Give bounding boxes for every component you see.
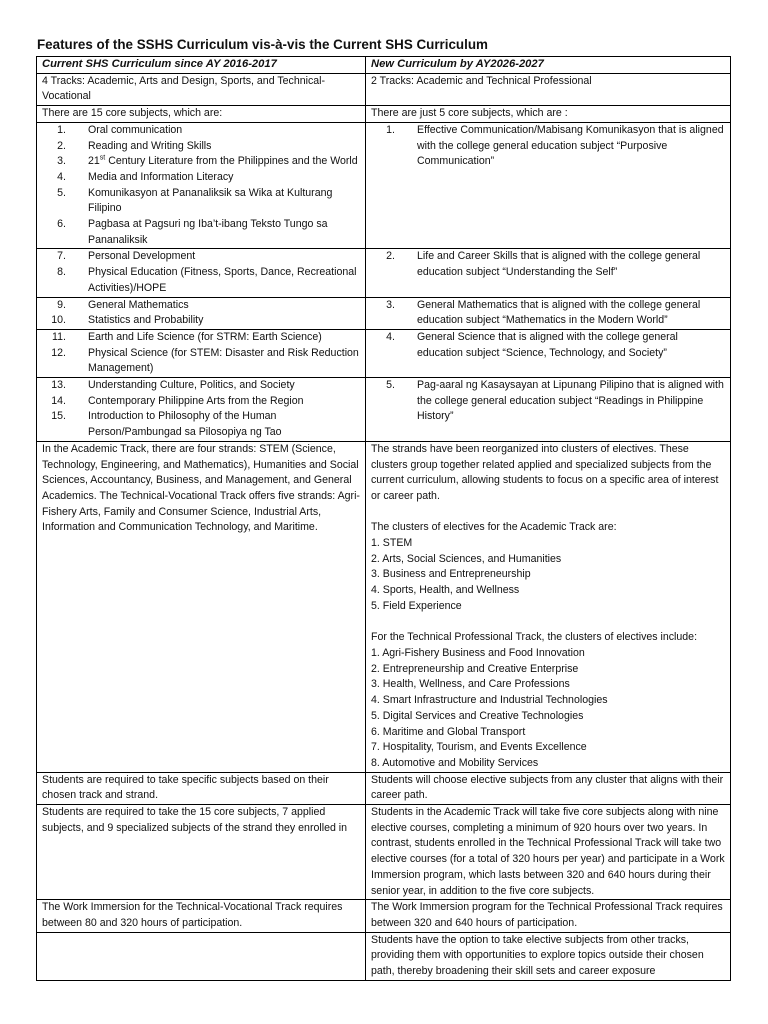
list-item-text: Komunikasyon at Pananaliksik sa Wika at Kulturang Filipino bbox=[88, 186, 333, 215]
cell-core-intro-new: There are just 5 core subjects, which are : bbox=[366, 106, 731, 123]
list-item bbox=[371, 330, 726, 361]
list-item-number: 8. bbox=[57, 266, 66, 279]
list-item-number: 3. bbox=[57, 155, 66, 168]
numbered-list bbox=[371, 123, 726, 170]
cell-cross-track-current bbox=[37, 932, 366, 980]
cell-core-group3-current bbox=[37, 297, 366, 329]
list-item bbox=[371, 249, 726, 280]
cluster-item: 2. Arts, Social Sciences, and Humanities bbox=[371, 552, 562, 565]
list-item-text bbox=[88, 154, 361, 170]
list-item-number: 11. bbox=[52, 330, 66, 343]
cluster-item: 4. Smart Infrastructure and Industrial Technologies bbox=[371, 694, 608, 707]
list-item-number: 2. bbox=[386, 250, 395, 263]
numbered-list bbox=[42, 249, 361, 296]
cell-immersion-new: The Work Immersion program for the Technical Professional Track requires between 320 and 640 hours of participation. bbox=[366, 900, 731, 932]
cluster-item: 6. Maritime and Global Transport bbox=[371, 725, 526, 738]
cluster-item: 3. Business and Entrepreneurship bbox=[371, 568, 531, 581]
cell-tracks-new: 2 Tracks: Academic and Technical Professional bbox=[366, 73, 731, 105]
cluster-item: 5. Digital Services and Creative Technologies bbox=[371, 709, 584, 722]
list-item bbox=[42, 378, 361, 394]
table-row bbox=[37, 329, 731, 377]
cell-choice-current: Students are required to take specific subjects based on their chosen track and strand. bbox=[37, 772, 366, 804]
list-item-text: Pag-aaral ng Kasaysayan at Lipunang Pilipino that is aligned with the college general education subject “Readings in Philippine History” bbox=[417, 379, 724, 423]
list-item-text: Media and Information Literacy bbox=[88, 170, 234, 183]
header-current: Current SHS Curriculum since AY 2016-2017 bbox=[37, 57, 366, 74]
cluster-item: 7. Hospitality, Tourism, and Events Excellence bbox=[371, 741, 587, 754]
header-new: New Curriculum by AY2026-2027 bbox=[366, 57, 731, 74]
academic-clusters-list bbox=[371, 536, 726, 615]
table-row bbox=[37, 772, 731, 804]
cluster-item: 3. Health, Wellness, and Care Professions bbox=[371, 678, 570, 691]
table-row bbox=[37, 106, 731, 123]
list-item-text: General Mathematics that is aligned with the college general education subject “Mathematics in the Modern World” bbox=[417, 298, 701, 327]
list-item-text: General Mathematics bbox=[88, 298, 189, 311]
cluster-item: 8. Automotive and Mobility Services bbox=[371, 756, 539, 769]
table-row bbox=[37, 441, 731, 772]
list-item-number: 4. bbox=[57, 170, 66, 183]
cluster-item: 4. Sports, Health, and Wellness bbox=[371, 584, 520, 597]
table-row bbox=[37, 900, 731, 932]
list-item-number: 13. bbox=[51, 379, 66, 392]
table-row bbox=[37, 378, 731, 442]
techpro-clusters-list bbox=[371, 646, 726, 772]
list-item-superscript: st bbox=[99, 154, 106, 162]
cell-core-group4-current bbox=[37, 329, 366, 377]
list-item-number: 3. bbox=[386, 298, 395, 311]
cell-load-current: Students are required to take the 15 core subjects, 7 applied subjects, and 9 specialized subjects of the strand they enrolled in bbox=[37, 805, 366, 900]
cell-core-group3-new bbox=[366, 297, 731, 329]
list-item bbox=[42, 170, 361, 186]
cell-immersion-current: The Work Immersion for the Technical-Vocational Track requires between 80 and 320 hours of participation. bbox=[37, 900, 366, 932]
list-item bbox=[42, 346, 361, 377]
clusters-intro: The strands have been reorganized into clusters of electives. These clusters group together related applied and specialized subjects from the current curriculum, allowing students to focus on a specific area of interest or career path. bbox=[371, 442, 719, 502]
cell-cross-track-new: Students have the option to take elective subjects from other tracks, providing them with opportunities to explore topics outside their chosen path, thereby broadening their skill sets and career exposure bbox=[366, 932, 731, 980]
cell-core-group4-new bbox=[366, 329, 731, 377]
cell-core-group1-current bbox=[37, 122, 366, 249]
list-item-number: 12. bbox=[51, 346, 66, 359]
list-item bbox=[42, 123, 361, 139]
table-row bbox=[37, 73, 731, 105]
list-item-text: General Science that is aligned with the college general education subject “Science, Technology, and Society” bbox=[417, 330, 678, 359]
list-item bbox=[42, 186, 361, 217]
list-item-number: 9. bbox=[57, 298, 66, 311]
list-item bbox=[42, 298, 361, 314]
table-row bbox=[37, 297, 731, 329]
list-item-number: 7. bbox=[57, 250, 66, 263]
list-item-number: 14. bbox=[51, 394, 66, 407]
list-item-text: Statistics and Probability bbox=[88, 314, 204, 327]
list-item bbox=[371, 298, 726, 329]
cluster-item: 1. Agri-Fishery Business and Food Innovation bbox=[371, 646, 585, 659]
numbered-list bbox=[42, 123, 361, 249]
document-title: Features of the SSHS Curriculum vis-à-vis the Current SHS Curriculum bbox=[37, 37, 488, 52]
list-item bbox=[42, 217, 361, 248]
list-item-text: Personal Development bbox=[88, 250, 196, 263]
table-header-row bbox=[37, 57, 731, 74]
list-item bbox=[42, 154, 361, 170]
list-item-number: 4. bbox=[386, 330, 395, 343]
list-item bbox=[42, 139, 361, 155]
list-item-text: Effective Communication/Mabisang Komunikasyon that is aligned with the college general education subject “Purposive Communication” bbox=[417, 123, 724, 168]
comparison-table bbox=[36, 56, 731, 981]
list-item bbox=[42, 409, 361, 440]
table-row bbox=[37, 249, 731, 297]
list-item bbox=[371, 378, 726, 425]
numbered-list bbox=[371, 378, 726, 425]
list-item bbox=[42, 394, 361, 410]
cell-core-group1-new bbox=[366, 122, 731, 249]
numbered-list bbox=[42, 330, 361, 377]
list-item-number: 2. bbox=[57, 139, 66, 152]
cell-core-group2-new bbox=[366, 249, 731, 297]
numbered-list bbox=[371, 249, 726, 280]
list-item bbox=[371, 123, 726, 170]
list-item-text: Oral communication bbox=[88, 123, 183, 136]
cell-core-group5-current bbox=[37, 378, 366, 442]
list-item-text: Earth and Life Science (for STRM: Earth Science) bbox=[88, 330, 322, 343]
list-item bbox=[42, 313, 361, 329]
list-item-text: Physical Education (Fitness, Sports, Dance, Recreational Activities)/HOPE bbox=[88, 266, 357, 294]
techpro-clusters-heading: For the Technical Professional Track, the clusters of electives include: bbox=[371, 631, 698, 644]
list-item bbox=[42, 249, 361, 265]
cell-load-new: Students in the Academic Track will take five core subjects along with nine elective courses, completing a minimum of 920 hours over two years. In contrast, students enrolled in the Technical Professional Track will take two elective courses (for a total of 320 hours per year) and participate in a Work Immersion program, which lasts between 320 and 640 hours during their senior year, in addition to the five core subjects. bbox=[366, 805, 731, 900]
table-row bbox=[37, 805, 731, 900]
list-item-number: 5. bbox=[57, 186, 66, 199]
academic-clusters-heading: The clusters of electives for the Academic Track are: bbox=[371, 521, 617, 534]
list-item-number: 1. bbox=[57, 123, 66, 136]
cluster-item: 1. STEM bbox=[371, 537, 413, 550]
list-item-text: Physical Science (for STEM: Disaster and Risk Reduction Management) bbox=[88, 346, 359, 375]
list-item bbox=[42, 265, 361, 296]
cell-core-group2-current bbox=[37, 249, 366, 297]
cluster-item: 5. Field Experience bbox=[371, 599, 462, 612]
numbered-list bbox=[371, 298, 726, 329]
cell-strands-new bbox=[366, 441, 731, 772]
cell-strands-current: In the Academic Track, there are four strands: STEM (Science, Technology, Engineering, and Mathematics), Humanities and Social Sciences, Accountancy, Business, and Management, and General Academics. The Technical-Vocational Track offers five strands: Agri-Fishery Arts, Family and Consumer Science, Industrial Arts, Information and Communication Technology, and Maritime. bbox=[37, 441, 366, 772]
cell-tracks-current: 4 Tracks: Academic, Arts and Design, Sports, and Technical-Vocational bbox=[37, 73, 366, 105]
cell-choice-new: Students will choose elective subjects from any cluster that aligns with their career path. bbox=[366, 772, 731, 804]
numbered-list bbox=[371, 330, 726, 361]
list-item-text: Contemporary Philippine Arts from the Region bbox=[88, 394, 304, 407]
cluster-item: 2. Entrepreneurship and Creative Enterprise bbox=[371, 662, 579, 675]
list-item-text: Reading and Writing Skills bbox=[88, 139, 212, 152]
table-row bbox=[37, 122, 731, 249]
list-item-text: Understanding Culture, Politics, and Society bbox=[88, 379, 295, 392]
list-item-number: 15. bbox=[51, 410, 66, 423]
list-item-number: 6. bbox=[57, 218, 66, 231]
numbered-list bbox=[42, 378, 361, 441]
numbered-list bbox=[42, 298, 361, 329]
list-item bbox=[42, 330, 361, 346]
list-item-text: Pagbasa at Pagsuri ng Iba’t-ibang Teksto Tungo sa Pananaliksik bbox=[88, 218, 328, 246]
cell-core-intro-current: There are 15 core subjects, which are: bbox=[37, 106, 366, 123]
cell-core-group5-new bbox=[366, 378, 731, 442]
list-item-text: Life and Career Skills that is aligned with the college general education subject “Understanding the Self” bbox=[417, 250, 701, 279]
list-item-text: Introduction to Philosophy of the Human Person/Pambungad sa Pilosopiya ng Tao bbox=[88, 410, 282, 439]
list-item-rest: Century Literature from the Philippines and the World bbox=[108, 155, 358, 168]
table-row bbox=[37, 932, 731, 980]
list-item-prefix: 21 bbox=[88, 155, 100, 168]
list-item-number: 1. bbox=[386, 123, 395, 136]
list-item-number: 5. bbox=[386, 379, 395, 392]
list-item-number: 10. bbox=[51, 314, 66, 327]
